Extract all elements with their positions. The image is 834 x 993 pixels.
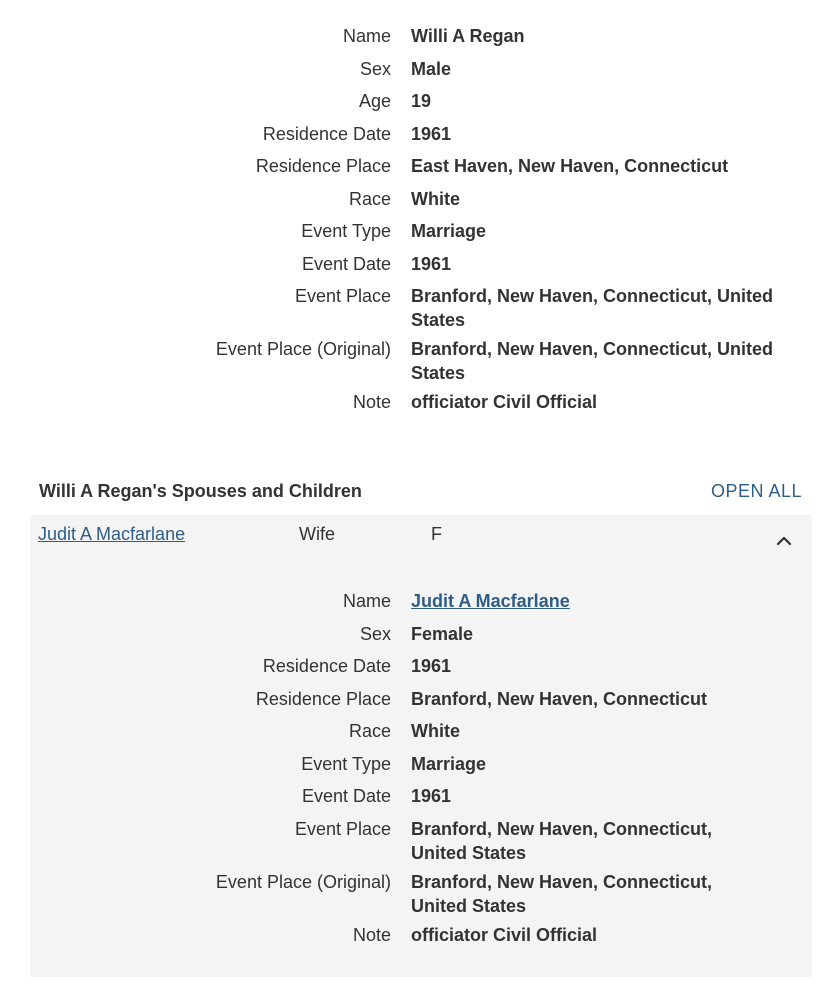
detail-value: Marriage — [411, 221, 487, 241]
detail-row-race — [0, 187, 801, 220]
detail-label: Event Date — [301, 786, 391, 806]
spouse-row-name — [0, 589, 741, 622]
detail-value: 19 — [411, 91, 432, 111]
detail-label: Note — [352, 392, 391, 412]
detail-row-event-place-original — [0, 337, 801, 390]
spouse-details-table — [0, 589, 741, 955]
detail-label: Event Type — [301, 753, 391, 774]
spouses-section-title: Willi A Regan's Spouses and Children — [39, 481, 362, 501]
spouse-row-residence-place — [0, 687, 741, 720]
detail-label: Race — [348, 188, 391, 209]
detail-value: Willi A Regan — [411, 26, 525, 46]
detail-value: 1961 — [411, 786, 452, 806]
detail-value: Branford, New Haven, Connecticut, United States — [411, 339, 774, 383]
detail-label: Event Type — [301, 221, 391, 241]
detail-label: Race — [348, 721, 391, 741]
detail-label: Event Place (Original) — [215, 871, 391, 892]
spouse-row-event-place-original — [0, 870, 741, 923]
detail-row-residence-place — [0, 154, 801, 187]
detail-label: Residence Place — [255, 156, 391, 176]
detail-value: 1961 — [411, 123, 452, 144]
open-all-button[interactable]: OPEN ALL — [710, 481, 802, 501]
spouse-row-event-date — [0, 784, 741, 817]
detail-value: Branford, New Haven, Connecticut, United States — [411, 871, 713, 916]
detail-label: Sex — [359, 58, 391, 79]
detail-value: White — [411, 721, 460, 741]
detail-label: Residence Date — [262, 123, 391, 144]
detail-label: Event Date — [301, 253, 391, 274]
detail-value: 1961 — [411, 656, 452, 676]
person-details-table — [0, 24, 801, 423]
spouse-row-note — [0, 923, 741, 956]
detail-row-note — [0, 390, 801, 423]
detail-value: Male — [411, 58, 452, 79]
spouse-row-residence-date — [0, 654, 741, 687]
spouse-relationship: Wife — [299, 524, 335, 544]
chevron-up-icon[interactable] — [772, 529, 796, 553]
detail-value: Female — [411, 623, 474, 644]
detail-value: White — [411, 188, 460, 209]
detail-label: Note — [352, 924, 391, 945]
detail-label: Sex — [359, 623, 391, 644]
detail-row-name — [0, 24, 801, 57]
detail-value: officiator Civil Official — [411, 924, 598, 945]
detail-value: 1961 — [411, 253, 452, 274]
spouse-row-race — [0, 719, 741, 752]
detail-value: Branford, New Haven, Connecticut, United States — [411, 818, 713, 863]
detail-label: Event Place (Original) — [215, 339, 391, 359]
detail-value: East Haven, New Haven, Connecticut — [411, 156, 729, 176]
detail-value: Branford, New Haven, Connecticut, United States — [411, 286, 774, 330]
detail-row-age — [0, 89, 801, 122]
detail-label: Age — [358, 91, 391, 111]
spouse-name-link[interactable]: Judit A Macfarlane — [38, 524, 186, 544]
spouse-row-sex — [0, 622, 741, 655]
detail-value: Branford, New Haven, Connecticut — [411, 688, 708, 709]
detail-row-event-type — [0, 219, 801, 252]
spouse-panel — [30, 515, 812, 977]
detail-value: officiator Civil Official — [411, 392, 598, 412]
detail-value: Marriage — [411, 753, 487, 774]
detail-row-event-place — [0, 284, 801, 337]
detail-label: Name — [342, 591, 391, 611]
detail-row-residence-date — [0, 122, 801, 155]
detail-row-sex — [0, 57, 801, 90]
spouse-sex: F — [431, 524, 442, 544]
spouse-detail-name-link[interactable]: Judit A Macfarlane — [411, 591, 570, 611]
detail-label: Residence Place — [255, 688, 391, 709]
detail-label: Event Place — [294, 286, 391, 306]
detail-row-event-date — [0, 252, 801, 285]
detail-label: Residence Date — [262, 656, 391, 676]
spouse-row-event-place — [0, 817, 741, 870]
spouse-row-event-type — [0, 752, 741, 785]
detail-label: Name — [342, 26, 391, 46]
detail-label: Event Place — [294, 818, 391, 839]
detail-value — [411, 589, 741, 622]
